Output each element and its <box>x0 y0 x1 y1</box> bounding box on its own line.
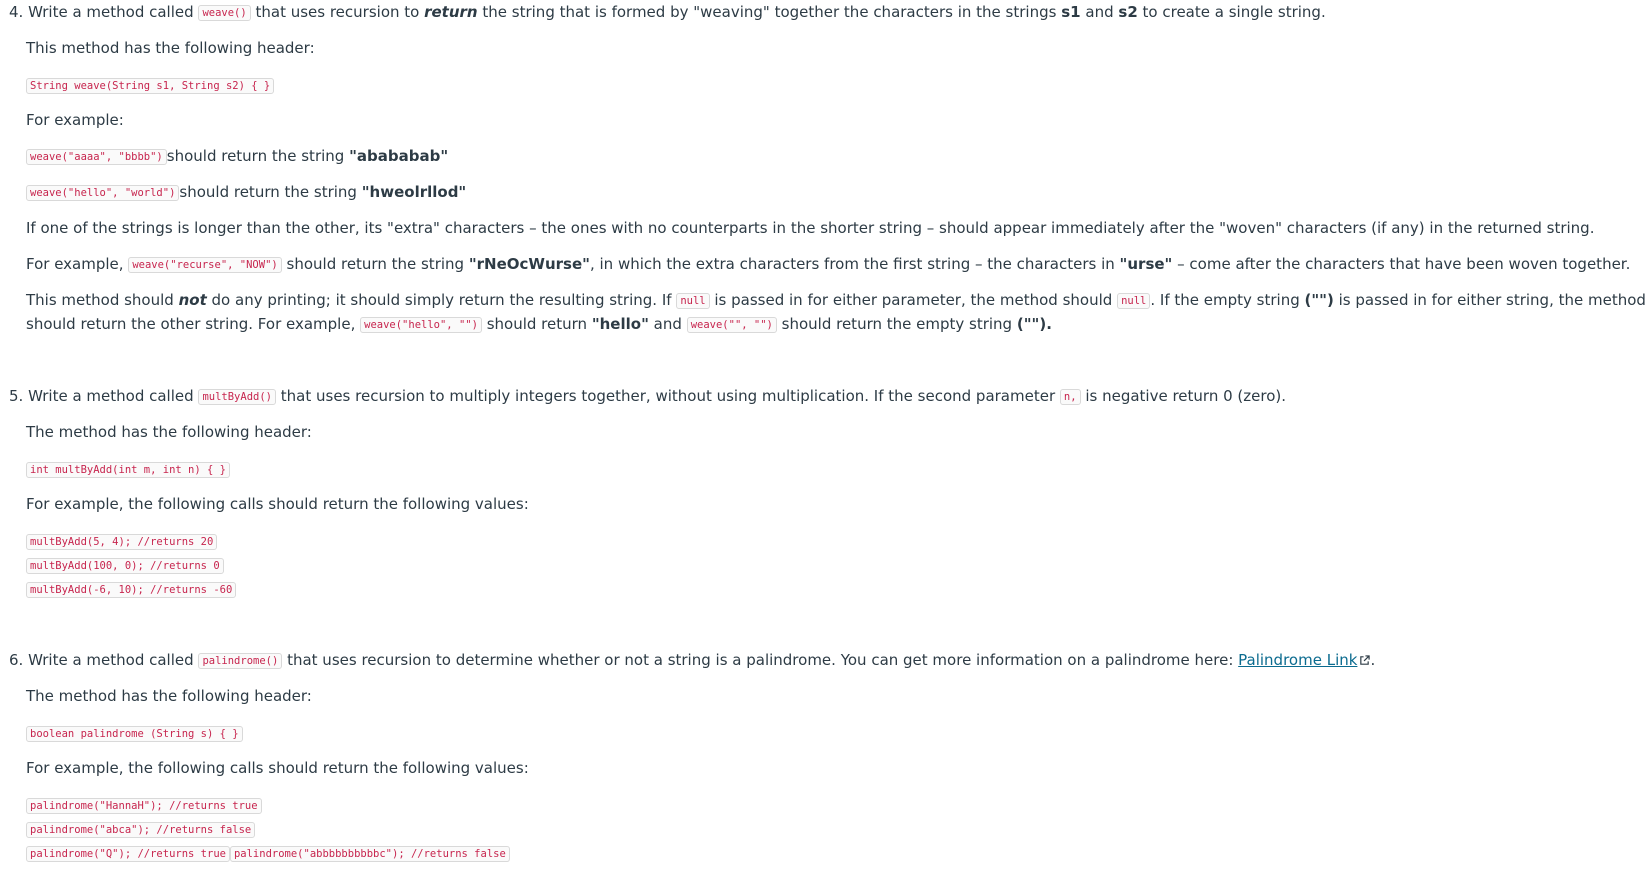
q6-example-1 <box>26 794 262 817</box>
q6-intro-text: that uses recursion to determine whether or not a string is a palindrome. You can get more information on a palindrome here: <box>287 651 1234 669</box>
q4-np2-code2: weave("", "") <box>687 317 777 333</box>
q6-header-code: boolean palindrome (String s) { } <box>26 726 243 742</box>
q4-np-empty: ("") <box>1304 291 1334 309</box>
q5-examples-label: For example, the following calls should return the following values: <box>26 495 529 513</box>
q4-number: 4. <box>9 3 24 21</box>
code-weave: weave() <box>198 5 250 21</box>
q4-ex1-code: weave("aaaa", "bbbb") <box>26 149 167 165</box>
q4-intro-text: and <box>1085 3 1114 21</box>
q5-ex1-code: multByAdd(5, 4); //returns 20 <box>26 534 217 550</box>
q4-np2-text: and <box>653 315 682 333</box>
q4-return-emphasis: return <box>424 3 478 21</box>
q4-header-label: This method has the following header: <box>26 39 315 57</box>
q4-np-text: is passed in for either string, the method <box>1338 291 1646 309</box>
q6-example-3 <box>26 842 510 865</box>
q6-period: . <box>1370 651 1376 669</box>
q5-example-2 <box>26 554 224 577</box>
code-null: null <box>676 293 709 309</box>
q4-for-example: For example: <box>26 111 124 129</box>
q5-example-1 <box>26 530 217 553</box>
q4-np2-hello: "hello" <box>591 315 649 333</box>
q5-header-code: int multByAdd(int m, int n) { } <box>26 462 230 478</box>
q6-number: 6. <box>9 651 24 669</box>
q4-example-1 <box>26 145 448 168</box>
q4-example-2 <box>26 181 466 204</box>
q4-np2-code1: weave("hello", "") <box>360 317 482 333</box>
q5-intro-text: that uses recursion to multiply integers together, without using multiplication. If the second parameter <box>280 387 1056 405</box>
q4-noprint-line-2 <box>26 313 1052 336</box>
q4-ex1-text: should return the string <box>166 147 345 165</box>
q4-ex1-result: "abababab" <box>349 147 449 165</box>
q5-intro-text: is negative return 0 (zero). <box>1085 387 1286 405</box>
q4-ex3-text: should return the string <box>286 255 465 273</box>
q6-header-code-line <box>26 722 243 745</box>
q4-intro-text: that uses recursion to <box>255 3 420 21</box>
q4-header-code-line <box>26 74 274 97</box>
q4-ex2-code: weave("hello", "world") <box>26 185 179 201</box>
code-null: null <box>1117 293 1150 309</box>
q5-ex2-code: multByAdd(100, 0); //returns 0 <box>26 558 224 574</box>
code-multbyadd: multByAdd() <box>198 389 276 405</box>
q4-intro <box>9 1 1326 24</box>
q6-header-label: The method has the following header: <box>26 687 312 705</box>
q4-ex3-result: "rNeOcWurse" <box>468 255 590 273</box>
q4-ex3-text: , in which the extra characters from the first string – the characters in <box>589 255 1115 273</box>
q5-header-label: The method has the following header: <box>26 423 312 441</box>
q4-noprint-line-1 <box>26 289 1646 312</box>
q4-ex3-text: For example, <box>26 255 124 273</box>
palindrome-link[interactable]: Palindrome Link <box>1238 651 1358 669</box>
q4-np2-text: should return the other string. For example, <box>26 315 356 333</box>
q4-not-emphasis: not <box>178 291 207 309</box>
q4-ex3-code: weave("recurse", "NOW") <box>128 257 281 273</box>
code-palindrome: palindrome() <box>198 653 282 669</box>
q4-np-text: is passed in for either parameter, the method should <box>714 291 1113 309</box>
q4-intro-text: to create a single string. <box>1142 3 1326 21</box>
q4-np2-empty: (""). <box>1016 315 1052 333</box>
q4-np-text: . If the empty string <box>1150 291 1300 309</box>
q5-intro <box>9 385 1286 408</box>
q6-ex3b-code: palindrome("abbbbbbbbbbc"); //returns false <box>230 846 510 862</box>
q4-ex3-urse: "urse" <box>1119 255 1173 273</box>
q6-example-2 <box>26 818 255 841</box>
q5-ex3-code: multByAdd(-6, 10); //returns -60 <box>26 582 236 598</box>
code-n: n, <box>1060 389 1081 405</box>
q4-example-3 <box>26 253 1630 276</box>
q4-ex2-text: should return the string <box>179 183 357 201</box>
q5-example-3 <box>26 578 236 601</box>
q4-np-text: This method should <box>26 291 174 309</box>
q5-header-code-line <box>26 458 230 481</box>
q6-intro-text: Write a method called <box>28 651 194 669</box>
external-link-icon <box>1359 655 1370 666</box>
q4-ex2-result: "hweolrllod" <box>361 183 467 201</box>
q4-np2-text: should return the empty string <box>781 315 1013 333</box>
q4-s1: s1 <box>1061 3 1081 21</box>
q6-examples-label: For example, the following calls should return the following values: <box>26 759 529 777</box>
q4-s2: s2 <box>1118 3 1138 21</box>
q4-extra-paragraph: If one of the strings is longer than the other, its "extra" characters – the ones with no counterparts in the shorter string – should appear immediately after the "woven" characters (if any) in the returned string. <box>26 219 1595 237</box>
q6-ex3a-code: palindrome("Q"); //returns true <box>26 846 230 862</box>
q6-ex2-code: palindrome("abca"); //returns false <box>26 822 255 838</box>
q4-np-text: do any printing; it should simply return the resulting string. If <box>211 291 672 309</box>
q6-intro <box>9 649 1375 672</box>
q4-np2-text: should return <box>486 315 588 333</box>
q6-ex1-code: palindrome("HannaH"); //returns true <box>26 798 262 814</box>
q4-header-code: String weave(String s1, String s2) { } <box>26 78 274 94</box>
q5-intro-text: Write a method called <box>28 387 194 405</box>
q4-intro-text: the string that is formed by "weaving" together the characters in the strings <box>482 3 1057 21</box>
q4-intro-text: Write a method called <box>28 3 194 21</box>
q4-ex3-text: – come after the characters that have been woven together. <box>1177 255 1631 273</box>
q5-number: 5. <box>9 387 24 405</box>
